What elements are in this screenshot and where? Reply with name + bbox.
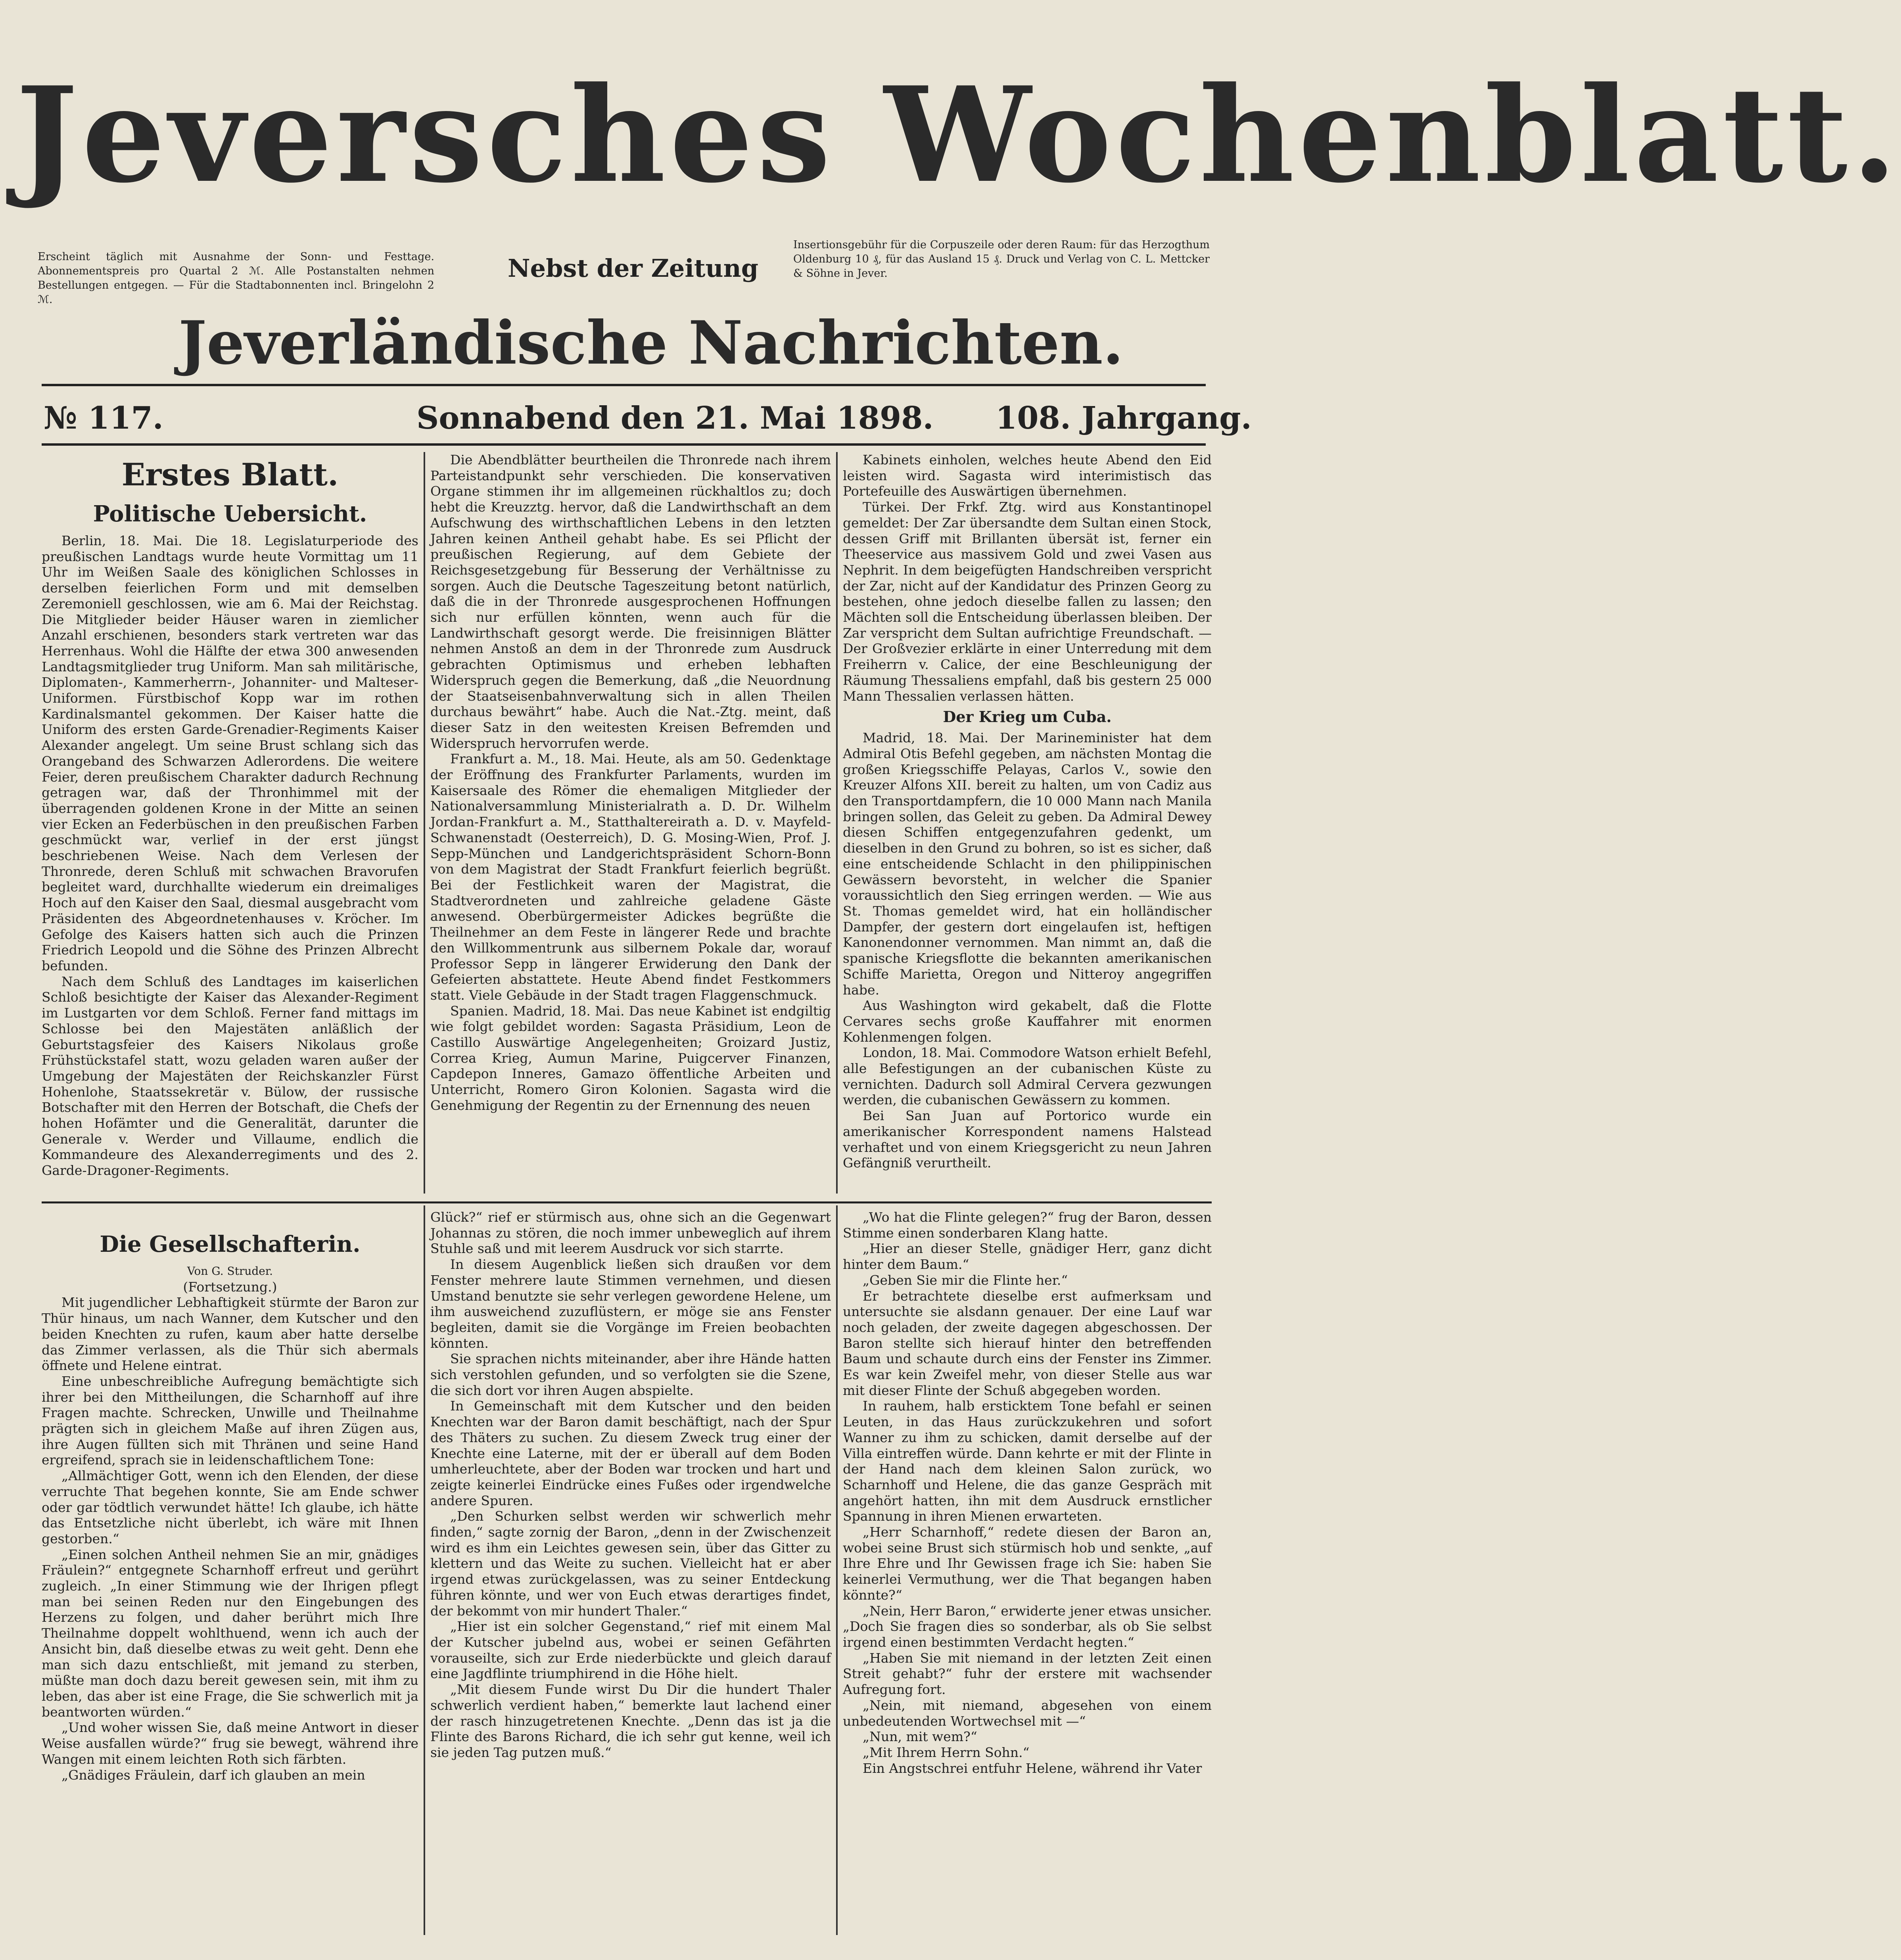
article-tuerkei: Türkei. Der Frkf. Ztg. wird aus Konstantinopel gemeldet: Der Zar übersandte dem Sultan einen Stock, dessen Griff mit Brillanten übersät ist, ferner ein Theeservice aus massivem Gold und zwei Vasen aus Nephrit. In dem beigefügten Handschreiben verspricht der Zar, nicht auf der Kandidatur des Prinzen Georg zu bestehen, ohne jedoch dieselbe fallen zu lassen; den Mächten soll die Entscheidung überlassen bleiben. Der Zar verspricht dem Sultan aufrichtige Freundschaft. — Der Großvezier erklärte in einer Unterredung mit dem Freiherrn v. Calice, der eine Beschleunigung der Räumung Thessaliens empfahl, daß bis gestern 25 000 Mann Thessalien verlassen hätten. [843,499,1212,704]
story-paragraph: Sie sprachen nichts miteinander, aber ihre Hände hatten sich verstohlen gefunden, und so verfolgten sie die Szene, die sich dort vor ihren Augen abspielte. [430,1351,831,1398]
story-paragraph: „Nein, Herr Baron,“ erwiderte jener etwas unsicher. „Doch Sie fragen dies so sonderbar, als ob Sie selbst irgend einen bestimmten Verdacht hegten.“ [843,1603,1212,1650]
story-paragraph: Ein Angstschrei entfuhr Helene, während ihr Vater [863,1760,1202,1776]
column-1 [42,452,418,1194]
story-paragraph: Er betrachtete dieselbe erst aufmerksam und untersuchte sie alsdann genauer. Der eine Lauf war noch geladen, der zweite dagegen abgeschossen. Der Baron stellte sich hierauf hinter den betreffenden Baum und schaute durch eins der Fenster ins Zimmer. Es war kein Zweifel mehr, von dieser Stelle aus war mit dieser Flinte der Schuß abgegeben worden. [843,1288,1212,1398]
story-paragraph: In Gemeinschaft mit dem Kutscher und den beiden Knechten war der Baron damit beschäftigt, nach der Spur des Thäters zu suchen. Zu diesem Zweck trug einer der Knechte eine Laterne, mit der er überall auf dem Boden umherleuchtete, aber der Boden war trocken und hart und zeigte keinerlei Eindrücke eines Fußes oder irgendwelche andere Spuren. [430,1398,831,1508]
story-paragraph: Mit jugendlicher Lebhaftigkeit stürmte der Baron zur Thür hinaus, um nach Wanner, dem Kutscher und den beiden Knechten zu rufen, kaum aber hatte derselbe das Zimmer verlassen, als die Thür sich abermals öffnete und Helene eintrat. [42,1295,418,1374]
feuilleton-column-3 [843,1209,1212,1935]
masthead-title: Jeversches Wochenblatt. [16,58,1901,212]
story-author: Von G. Struder. [187,1265,273,1278]
story-paragraph: „Geben Sie mir die Flinte her.“ [863,1272,1068,1288]
story-paragraph: „Mit Ihrem Herrn Sohn.“ [863,1744,1030,1760]
story-paragraph: In rauhem, halb ersticktem Tone befahl er seinen Leuten, in das Haus zurückzukehren und sofort Wanner zu ihm zu schicken, damit derselbe auf der Villa eintreffen würde. Dann kehrte er mit der Flinte in der Hand nach dem kleinen Salon zurück, wo Scharnhoff und Helene, die das ganze Gespräch mit angehört hatten, ihn mit dem Ausdruck ernstlicher Spannung in ihren Mienen erwarteten. [843,1398,1212,1524]
feuilleton-column-1 [42,1225,418,1935]
article-madrid: Madrid, 18. Mai. Der Marineminister hat dem Admiral Otis Befehl gegeben, am nächsten Montag die großen Kriegsschiffe Pelayas, Carlos V., sowie den Kreuzer Alfons XII. bereit zu halten, um von Cadiz aus den Transportdampfern, die 10 000 Mann nach Manila bringen sollen, das Geleit zu geben. Da Admiral Dewey diesen Schiffen entgegenzufahren gedenkt, um dieselben in den Grund zu bohren, so ist es sicher, daß eine entscheidende Schlacht in den philippinischen Gewässern bevorsteht, in welcher die Spanier voraussichtlich den Sieg erringen werden. — Wie aus St. Thomas gemeldet wird, hat ein holländischer Dampfer, der gestern dort eingelaufen ist, heftigen Kanonendonner vernommen. Man nimmt an, daß die spanische Kriegsflotte die bekannten amerikanischen Schiffe Marietta, Oregon und Nitteroy angegriffen habe. [843,730,1212,998]
article-berlin-2: Nach dem Schluß des Landtages im kaiserlichen Schloß besichtigte der Kaiser das Alexander-Regiment im Lustgarten vor dem Schloß. Ferner fand mittags im Schlosse bei den Majestäten anläßlich der Geburtstagsfeier des Kaisers Nikolaus große Frühstückstafel statt, wozu geladen waren außer der Umgebung der Majestäten der Reichskanzler Fürst Hohenlohe, Staatssekretär v. Bülow, der russische Botschafter mit den Herren der Botschaft, die Chefs der hohen Hofämter und die Generalität, darunter die Generale v. Werder und Villaume, endlich die Kommandeure des Alexanderregiments und des 2. Garde-Dragoner-Regiments. [42,973,418,1178]
masthead-subtitle: Jeverländische Nachrichten. [178,308,1124,378]
column-3 [843,452,1212,1194]
article-frankfurt: Frankfurt a. M., 18. Mai. Heute, als am 50. Gedenktage der Eröffnung des Frankfurter Parlaments, wurden im Kaisersaale des Römer die ehemaligen Mitglieder der Nationalversammlung Ministerialrath a. D. Dr. Wilhelm Jordan-Frankfurt a. M., Statthaltereirath a. D. v. Mayfeld-Schwanenstadt (Oesterreich), D. G. Mosing-Wien, Prof. J. Sepp-München und Landgerichtspräsident Schorn-Bonn von dem Magistrat der Stadt Frankfurt feierlich begrüßt. Bei der Festlichkeit waren der Magistrat, die Stadtverordneten und zahlreiche geladene Gäste anwesend. Oberbürgermeister Adickes begrüßte die Theilnehmer an dem Feste in längerer Rede und brachte den Willkommentrunk aus silbernem Pokale dar, worauf Professor Sepp in längerer Erwiderung den Dank der Gefeierten abstattete. Heute Abend findet Festkommers statt. Viele Gebäude in der Stadt tragen Flaggenschmuck. [430,751,831,1003]
column-divider [424,452,425,1194]
article-spanien: Spanien. Madrid, 18. Mai. Das neue Kabinet ist endgiltig wie folgt gebildet worden: Sagasta Präsidium, Leon de Castillo Auswärtige Angelegenheiten; Groizard Justiz, Correa Krieg, Aumun Marine, Puigcerver Finanzen, Capdepon Inneres, Gamazo öffentliche Arbeiten und Unterricht, Romero Giron Kolonien. Sagasta wird die Genehmigung der Regentin zu der Ernennung des neuen [430,1003,831,1113]
article-kabinet: Kabinets einholen, welches heute Abend den Eid leisten wird. Sagasta wird interimistisch das Portefeuille des Auswärtigen übernehmen. [843,452,1212,499]
story-paragraph: „Nun, mit wem?“ [863,1729,977,1745]
heading-cuba-war: Der Krieg um Cuba. [943,708,1112,726]
issue-rule [42,443,1206,446]
story-paragraph: „Einen solchen Antheil nehmen Sie an mir, gnädiges Fräulein?“ entgegnete Scharnhoff erfreut und gerührt zugleich. „In einer Stimmung wie der Ihrigen pflegt man bei seinen Reden nur den Eingebungen des Herzens zu folgen, und daher berührt mich Ihre Theilnahme doppelt wohlthuend, wenn ich auch der Ansicht bin, daß dieselbe etwas zu weit geht. Denn ehe man sich dazu entschließt, mit jemand zu sterben, müßte man doch dazu bereit gewesen sein, mit ihm zu leben, das aber ist eine Frage, die Sie schwerlich mit ja beantworten würden.“ [42,1546,418,1720]
column-2 [430,452,831,1194]
feuilleton-rule [42,1201,1212,1203]
advertising-info: Insertionsgebühr für die Corpuszeile oder deren Raum: für das Herzogthum Oldenburg 10 ₰, für das Ausland 15 ₰. Druck und Verlag von C. L. Mettcker & Söhne in Jever. [793,239,1210,280]
supplement-note: Nebst der Zeitung [508,254,759,283]
column-divider [836,1205,838,1935]
article-washington: Aus Washington wird gekabelt, daß die Flotte Cervares sechs große Kauffahrer mit enormen Kohlenmengen folgen. [843,998,1212,1045]
story-paragraph: „Herr Scharnhoff,“ redete diesen der Baron an, wobei seine Brust sich stürmisch hob und senkte, „auf Ihre Ehre und Ihr Gewissen frage ich Sie: haben Sie keinerlei Vermuthung, wer die That begangen haben könnte?“ [843,1524,1212,1603]
issue-year: 108. Jahrgang. [996,400,1252,436]
story-paragraph: „Mit diesem Funde wirst Du Dir die hundert Thaler schwerlich verdient haben,“ bemerkte laut lachend einer der rasch hinzugetretenen Knechte. „Denn das ist ja die Flinte des Barons Richard, die ich sehr gut kenne, weil ich sie jeden Tag putzen muß.“ [430,1682,831,1760]
article-thronrede: Die Abendblätter beurtheilen die Thronrede nach ihrem Parteistandpunkt sehr verschieden. Die konservativen Organe stimmen ihr im allgemeinen rückhaltlos zu; doch hebt die Kreuzztg. hervor, daß die Landwirthschaft an dem Aufschwung des wirthschaftlichen Lebens in den letzten Jahren keinen Antheil gehabt habe. Es sei Pflicht der preußischen Regierung, auf dem Gebiete der Reichsgesetzgebung für Besserung der Verhältnisse zu sorgen. Auch die Deutsche Tageszeitung betont natürlich, daß die in der Thronrede ausgesprochenen Hoffnungen sich nur erfüllen könnten, wenn auch für die Landwirthschaft gesorgt werde. Die freisinnigen Blätter nehmen Anstoß an dem in der Thronrede zum Ausdruck gebrachten Optimismus und erheben lebhaften Widerspruch gegen die Bemerkung, daß „die Neuordnung der Staatseisenbahnverwaltung sich in allen Theilen durchaus bewährt“ habe. Auch die Nat.-Ztg. meint, daß dieser Satz in den weitesten Kreisen Befremden und Widerspruch hervorrufen werde. [430,452,831,751]
story-paragraph: Eine unbeschreibliche Aufregung bemächtigte sich ihrer bei den Mittheilungen, die Scharnhoff auf ihre Fragen machte. Schrecken, Unwille und Theilnahme prägten sich in gleichem Maße auf ihren Zügen aus, ihre Augen füllten sich mit Thränen und seine Hand ergreifend, sprach sie in leidenschaftlichem Tone: [42,1373,418,1468]
story-paragraph: „Allmächtiger Gott, wenn ich den Elenden, der diese verruchte That begehen konnte, Sie am Ende schwer oder gar tödtlich verwundet hätte! Ich glaube, ich hätte das Entsetzliche nicht überlebt, ich wäre mit Ihnen gestorben.“ [42,1468,418,1546]
section-erstes-blatt: Erstes Blatt. [121,457,339,493]
issue-date: Sonnabend den 21. Mai 1898. [416,400,934,436]
story-paragraph: Glück?“ rief er stürmisch aus, ohne sich an die Gegenwart Johannas zu stören, die noch immer unbeweglich auf ihrem Stuhle saß und mit leerem Ausdruck vor sich starrte. [430,1209,831,1257]
story-paragraph: „Nein, mit niemand, abgesehen von einem unbedeutenden Wortwechsel mit —“ [843,1697,1212,1729]
story-continuation: (Fortsetzung.) [183,1279,277,1295]
article-london: London, 18. Mai. Commodore Watson erhielt Befehl, alle Befestigungen an der cubanischen Küste zu vernichten. Dadurch soll Admiral Cervera gezwungen werden, die cubanischen Gewässern zu kommen. [843,1045,1212,1108]
story-title: Die Gesellschafterin. [100,1231,361,1257]
story-paragraph: „Wo hat die Flinte gelegen?“ frug der Baron, dessen Stimme einen sonderbaren Klang hatte. [843,1209,1212,1241]
story-paragraph: „Den Schurken selbst werden wir schwerlich mehr finden,“ sagte zornig der Baron, „denn in der Zwischenzeit wird es ihm ein Leichtes gewesen sein, über das Gitter zu klettern und das Weite zu suchen. Vielleicht hat er aber irgend etwas zurückgelassen, was zu seiner Entdeckung führen könnte, und wer von Euch etwas derartiges findet, der bekommt von mir hundert Thaler.“ [430,1508,831,1619]
story-paragraph: In diesem Augenblick ließen sich draußen vor dem Fenster mehrere laute Stimmen vernehmen, und diesen Umstand benutzte sie sehr verlegen gewordene Helene, um ihm ausweichend zuzuflüstern, er möge sie ans Fenster begleiten, damit sie die Vorgänge im Freien beobachten könnten. [430,1257,831,1351]
column-divider [424,1205,425,1935]
column-divider [836,452,838,1194]
feuilleton-column-2 [430,1209,831,1935]
story-paragraph: „Hier ist ein solcher Gegenstand,“ rief mit einem Mal der Kutscher jubelnd aus, wobei er seinen Gefährten vorauseilte, sich zur Erde niederbückte und gleich darauf eine Jagdflinte triumphirend in die Höhe hielt. [430,1619,831,1682]
issue-line [44,397,1252,440]
article-berlin: Berlin, 18. Mai. Die 18. Legislaturperiode des preußischen Landtags wurde heute Vormittag um 11 Uhr im Weißen Saale des königlichen Schlosses in derselben feierlichen Form und mit demselben Zeremoniell geschlossen, wie am 6. Mai der Reichstag. Die Mitglieder beider Häuser waren in ziemlicher Anzahl erschienen, besonders stark vertreten war das Herrenhaus. Wohl die Hälfte der etwa 300 anwesenden Landtagsmitglieder trug Uniform. Man sah militärische, Diplomaten-, Kammerherrn-, Johanniter- und Malteser-Uniformen. Fürstbischof Kopp war im rothen Kardinalsmantel gekommen. Der Kaiser hatte die Uniform des ersten Garde-Grenadier-Regiments Kaiser Alexander angelegt. Um seine Brust schlang sich das Orangeband des Schwarzen Adlerordens. Die weitere Feier, deren preußischem Charakter dadurch Rechnung getragen war, daß der Thronhimmel mit der überragenden goldenen Krone in der Mitte an seinen vier Ecken an Federbüschen in den preußischen Farben geschmückt war, verlief in der erst jüngst beschriebenen Weise. Nach dem Verlesen der Thronrede, deren Schluß mit schwachen Bravorufen begleitet ward, durchhallte wiederum ein dreimaliges Hoch auf den Kaiser den Saal, diesmal ausgebracht vom Präsidenten des Abgeordnetenhauses v. Kröcher. Im Gefolge des Kaisers hatten sich auch die Prinzen Friedrich Leopold und die Söhne des Prinzen Albrecht befunden. [42,533,418,973]
story-paragraph: „Hier an dieser Stelle, gnädiger Herr, ganz dicht hinter dem Baum.“ [843,1241,1212,1272]
story-paragraph: „Gnädiges Fräulein, darf ich glauben an mein [61,1767,365,1783]
story-paragraph: „Und woher wissen Sie, daß meine Antwort in dieser Weise ausfallen würde?“ frug sie bewegt, während ihre Wangen mit einem leichten Roth sich färbten. [42,1720,418,1767]
subscription-info: Erscheint täglich mit Ausnahme der Sonn- und Festtage. Abonnementspreis pro Quartal 2 ℳ. Alle Postanstalten nehmen Bestellungen entgegen. — Für die Stadtabonnenten incl. Bringelohn 2 ℳ. [38,251,434,306]
issue-number: № 117. [44,400,163,436]
top-rule [42,384,1206,386]
story-paragraph: „Haben Sie mit niemand in der letzten Zeit einen Streit gehabt?“ fuhr der erstere mit wachsender Aufregung fort. [843,1650,1212,1698]
article-san-juan: Bei San Juan auf Portorico wurde ein amerikanischer Korrespondent namens Halstead verhaftet und von einem Kriegsgericht zu neun Jahren Gefängniß verurtheilt. [843,1108,1212,1171]
heading-political-overview: Politische Uebersicht. [93,501,367,527]
